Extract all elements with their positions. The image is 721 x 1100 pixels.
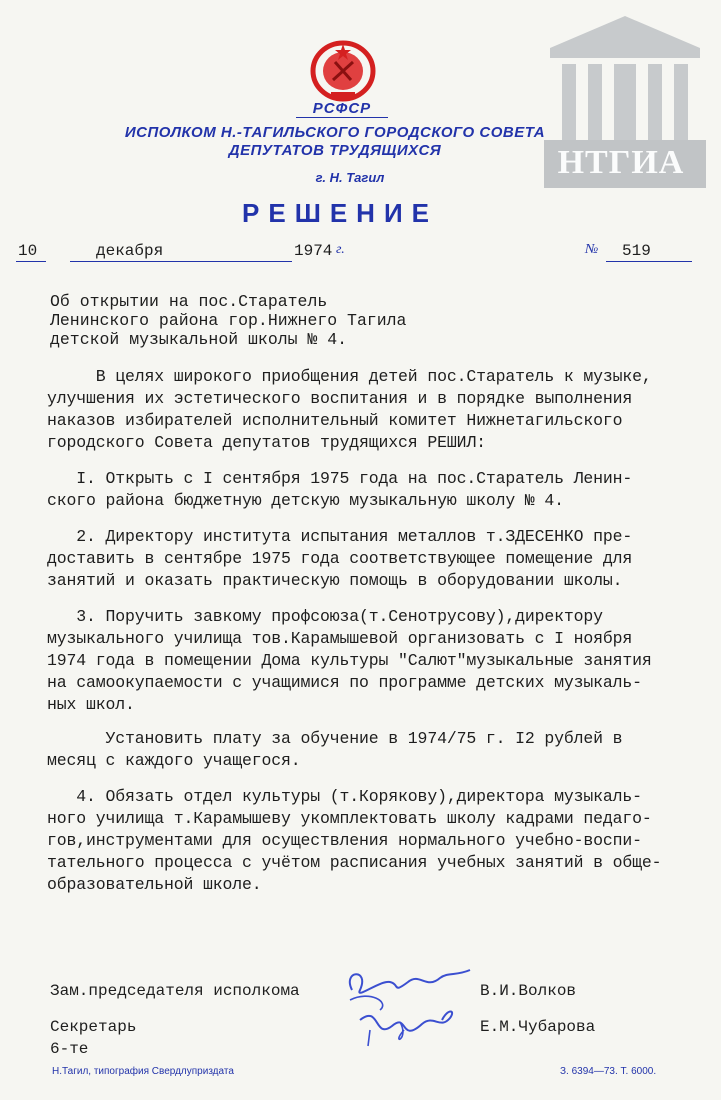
body-line: улучшения их эстетического воспитания и в порядке выполнения: [47, 389, 633, 408]
secretary-name: Е.М.Чубарова: [480, 1018, 596, 1036]
date-year: 1974: [294, 242, 333, 260]
date-month: декабря: [96, 242, 164, 260]
item-3-paragraph: [47, 606, 707, 716]
body-line: I. Открыть с I сентября 1975 года на пос.Старатель Ленин-: [47, 469, 633, 488]
date-day: 10: [18, 242, 38, 260]
body-line: ных школ.: [47, 695, 135, 714]
intro-paragraph: [47, 366, 707, 454]
body-line: занятий и оказать практическую помощь в оборудовании школы.: [47, 571, 623, 590]
decision-body: [47, 366, 707, 896]
document-title: РЕШЕНИЕ: [242, 198, 438, 228]
printer-footer: Н.Тагил, типография Свердлуприздата: [52, 1066, 234, 1077]
state-emblem-icon: [309, 40, 377, 102]
number-label: №: [585, 242, 599, 257]
body-line: гов,инструментами для осуществления нормального учебно-воспи-: [47, 831, 642, 850]
date-day-rule: [16, 261, 46, 262]
item-2-paragraph: [47, 526, 707, 592]
date-year-suffix: г.: [336, 242, 345, 257]
body-line: ного училища т.Карамышеву укомплектовать школу кадрами педаго-: [47, 809, 652, 828]
secretary-title: Секретарь: [50, 1018, 137, 1036]
fee-paragraph: [47, 728, 707, 772]
republic-label: РСФСР: [296, 100, 388, 118]
copies-note: 6-те: [50, 1040, 89, 1058]
body-line: тательного процесса с учётом расписания учебных занятий в обще-: [47, 853, 662, 872]
body-line: 4. Обязать отдел культуры (т.Корякову),директора музыкаль-: [47, 787, 642, 806]
city-label: г. Н. Тагил: [315, 170, 385, 185]
item-1-paragraph: [47, 468, 707, 512]
body-line: ского района бюджетную детскую музыкальную школу № 4.: [47, 491, 564, 510]
body-line: наказов избирателей исполнительный комитет Нижнетагильского: [47, 411, 623, 430]
handwritten-signatures-icon: [330, 960, 480, 1050]
number-rule: [606, 261, 692, 262]
organization-line-2: ДЕПУТАТОВ ТРУДЯЩИХСЯ: [228, 142, 442, 159]
body-line: на самоокупаемости с учащимися по программе детских музыкаль-: [47, 673, 642, 692]
order-footer: З. 6394—73. Т. 6000.: [560, 1066, 657, 1077]
date-month-rule: [70, 261, 292, 262]
decision-number: 519: [622, 242, 651, 260]
body-line: музыкального училища тов.Карамышевой организовать с I ноября: [47, 629, 633, 648]
watermark-label: НТГИА: [557, 144, 685, 181]
body-line: 3. Поручить завкому профсоюза(т.Сенотрусову),директору: [47, 607, 603, 626]
body-line: В целях широкого приобщения детей пос.Старатель к музыке,: [47, 367, 652, 386]
subject-line: детской музыкальной школы № 4.: [50, 330, 348, 349]
organization-line-1: ИСПОЛКОМ Н.-ТАГИЛЬСКОГО ГОРОДСКОГО СОВЕТА: [124, 124, 546, 141]
subject-line: Об открытии на пос.Старатель: [50, 292, 328, 311]
subject-block: [50, 292, 406, 349]
subject-line: Ленинского района гор.Нижнего Тагила: [50, 311, 407, 330]
body-line: месяц с каждого учащегося.: [47, 751, 301, 770]
body-line: Установить плату за обучение в 1974/75 г. I2 рублей в: [47, 729, 623, 748]
item-4-paragraph: [47, 786, 707, 896]
body-line: 1974 года в помещении Дома культуры "Салют"музыкальные занятия: [47, 651, 652, 670]
deputy-name: В.И.Волков: [480, 982, 577, 1000]
body-line: доставить в сентябре 1975 года соответствующее помещение для: [47, 549, 633, 568]
body-line: городского Совета депутатов трудящихся РЕШИЛ:: [47, 433, 486, 452]
body-line: 2. Директору института испытания металлов т.ЗДЕСЕНКО пре-: [47, 527, 633, 546]
body-line: образовательной школе.: [47, 875, 262, 894]
deputy-title: Зам.председателя исполкома: [50, 982, 300, 1000]
